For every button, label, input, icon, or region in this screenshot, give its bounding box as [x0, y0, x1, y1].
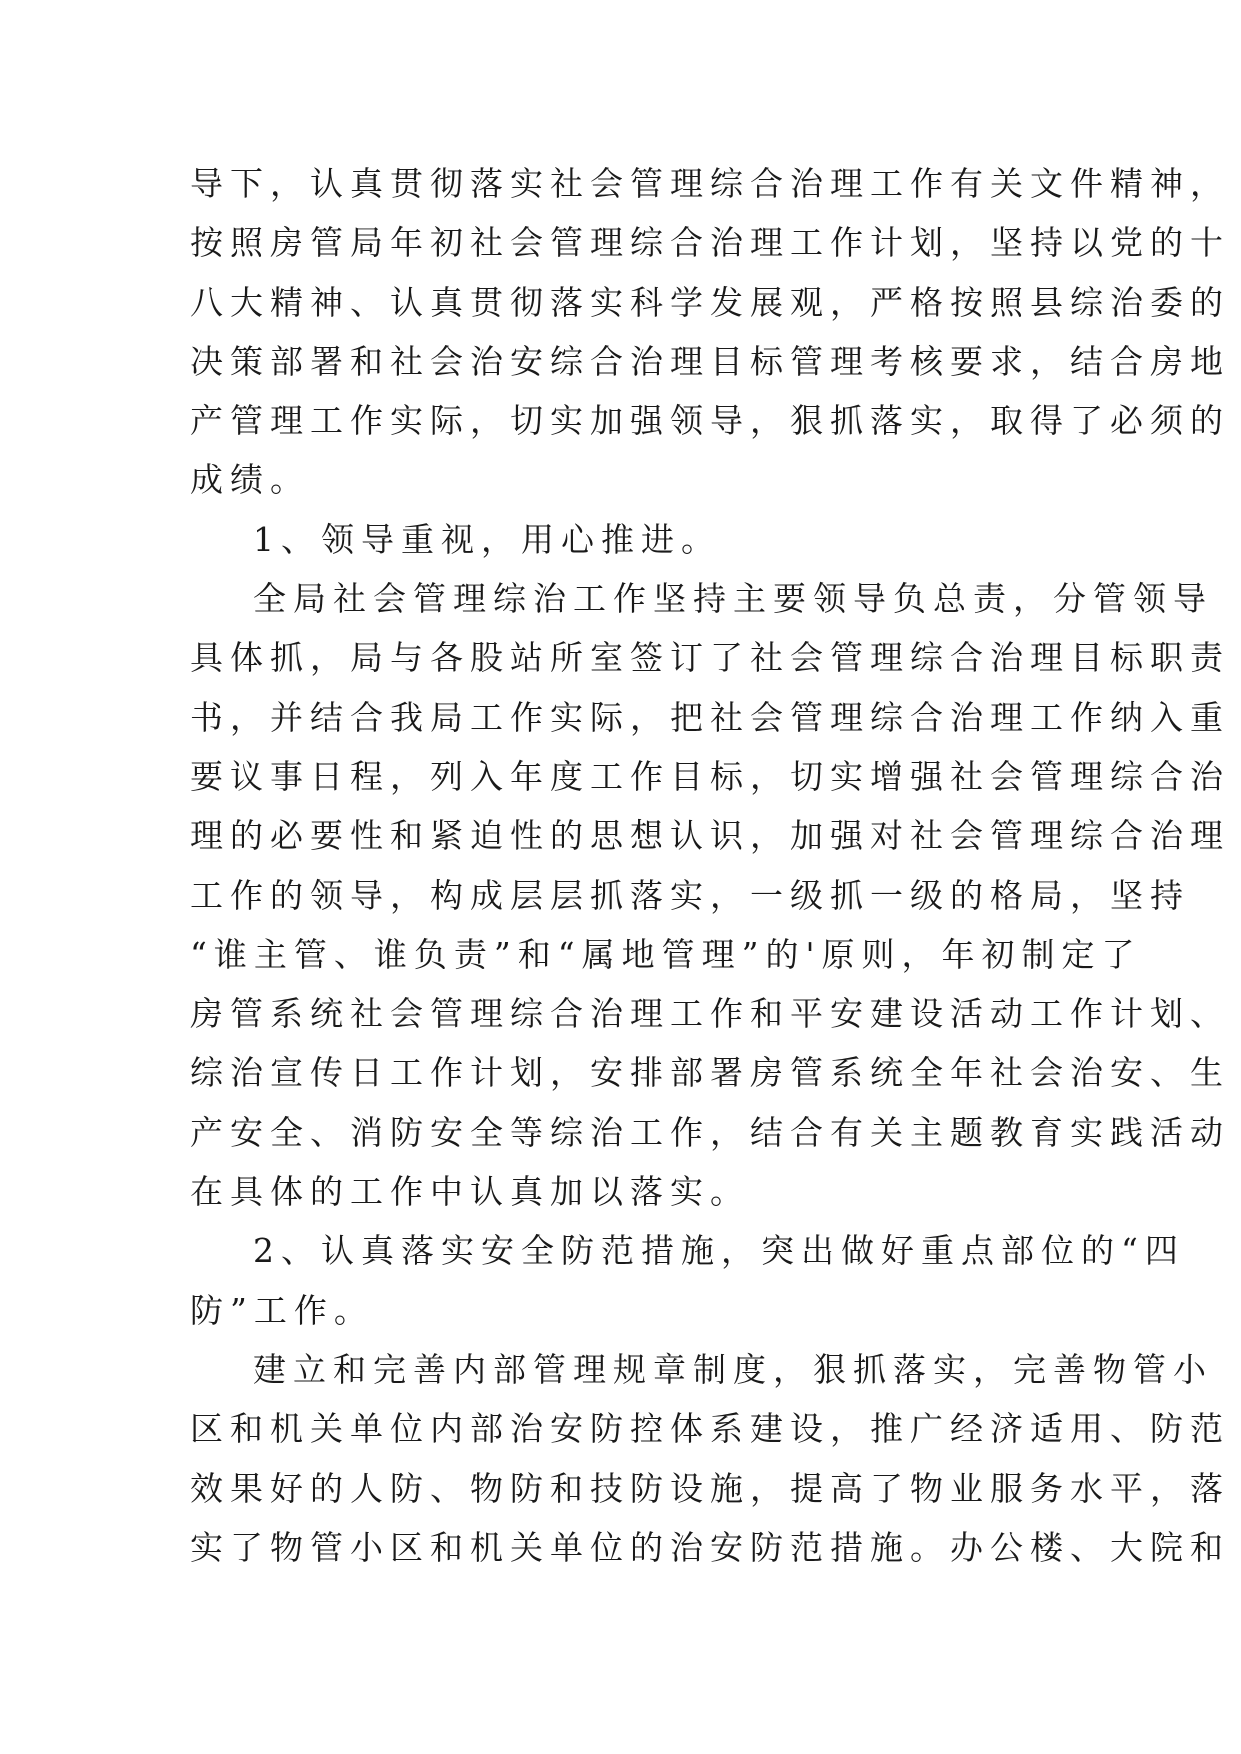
- text-line: 按照房管局年初社会管理综合治理工作计划，坚持以党的十: [190, 223, 1230, 263]
- text-line: 工作的领导，构成层层抓落实，一级抓一级的格局，坚持: [190, 875, 1190, 915]
- text-line: 实了物管小区和机关单位的治安防范措施。办公楼、大院和: [190, 1527, 1230, 1567]
- section-heading: 1、领导重视，用心推进。: [253, 519, 721, 559]
- text-line: 理的必要性和紧迫性的思想认识，加强对社会管理综合治理: [190, 816, 1230, 856]
- text-line: 全局社会管理综治工作坚持主要领导负总责，分管领导: [253, 579, 1213, 619]
- text-line: 导下，认真贯彻落实社会管理综合治理工作有关文件精神，: [190, 164, 1230, 203]
- text-line: 在具体的工作中认真加以落实。: [190, 1172, 750, 1212]
- text-line: 产安全、消防安全等综治工作，结合有关主题教育实践活动: [190, 1112, 1230, 1152]
- text-line: 具体抓，局与各股站所室签订了社会管理综合治理目标职责: [190, 638, 1230, 678]
- text-line: 房管系统社会管理综合治理工作和平安建设活动工作计划、: [190, 994, 1230, 1034]
- text-line: 成绩。: [190, 460, 310, 500]
- text-line: 区和机关单位内部治安防控体系建设，推广经济适用、防范: [190, 1409, 1230, 1449]
- text-line: 书，并结合我局工作实际，把社会管理综合治理工作纳入重: [190, 697, 1230, 737]
- text-line: 八大精神、认真贯彻落实科学发展观，严格按照县综治委的: [190, 282, 1230, 322]
- text-line: 综治宣传日工作计划，安排部署房管系统全年社会治安、生: [190, 1053, 1230, 1093]
- text-line: “谁主管、谁负责”和“属地管理”的'原则，年初制定了: [190, 934, 1142, 974]
- text-line: 防”工作。: [190, 1290, 374, 1330]
- body-text: [190, 154, 1230, 1577]
- text-line: 要议事日程，列入年度工作目标，切实增强社会管理综合治: [190, 756, 1230, 796]
- text-line: 决策部署和社会治安综合治理目标管理考核要求，结合房地: [190, 341, 1230, 381]
- text-line: 产管理工作实际，切实加强领导，狠抓落实，取得了必须的: [190, 401, 1230, 441]
- text-line: 效果好的人防、物防和技防设施，提高了物业服务水平，落: [190, 1468, 1230, 1508]
- section-heading: 2、认真落实安全防范措施，突出做好重点部位的“四: [253, 1231, 1185, 1271]
- text-line: 建立和完善内部管理规章制度，狠抓落实，完善物管小: [253, 1349, 1213, 1389]
